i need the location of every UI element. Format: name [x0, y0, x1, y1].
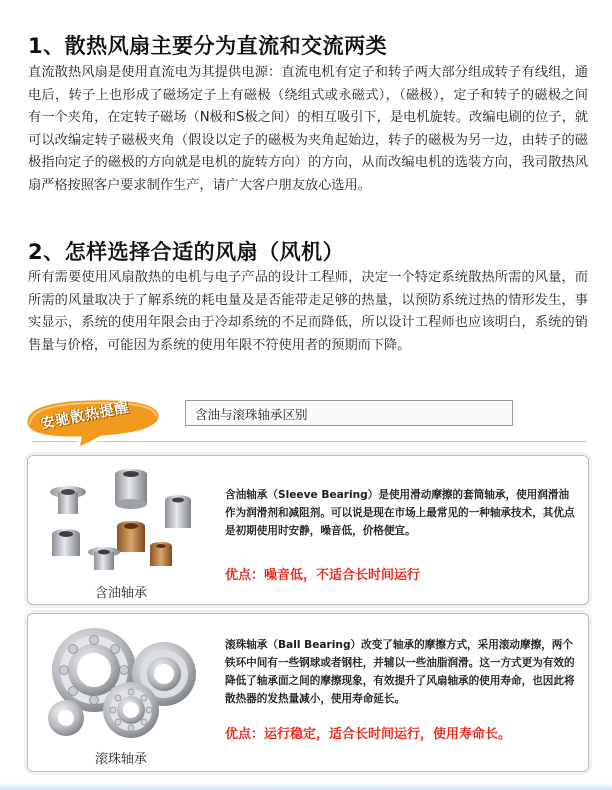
section-1-body: 直流散热风扇是使用直流电为其提供电源：直流电机有定子和转子两大部分组成转子有线组，通电后，转子上也形成了磁场定子上有磁极（绕组式或永磁式），（磁极），定子和转子的磁极之间有一个夹角，在定转子磁场（N极和S极之间）的相互吸引下，是电机旋转。改编电刷的位子，就可以改编定转子磁极夹角（假设以定子的磁极为夹角起始边，转子的磁极为另一边，由转子的磁极指向定子的磁极的方向就是电机的旋转方向）的方向，从而改编电机的选装方向，我司散热风扇严格按照客户要求制作生产，请广大客户朋友放心选用。: [28, 65, 588, 193]
ball-bearing-card: [27, 613, 589, 772]
sleeve-bearing-photo-icon: [36, 464, 206, 579]
comparison-header: [185, 400, 513, 426]
sleeve-bearing-caption: 含油轴承: [94, 586, 147, 601]
ball-bearing-caption: 滚珠轴承: [94, 752, 147, 767]
tip-badge-label: 安驰散热提醒: [39, 399, 131, 433]
bottom-strip: [0, 783, 612, 790]
ball-bearing-photo-icon: [36, 622, 206, 744]
section-2-body: 所有需要使用风扇散热的电机与电子产品的设计工程师，决定一个特定系统散热所需的风量，而所需的风量取决于了解系统的耗电量及是否能带走足够的热量，以预防系统过热的情形发生，事实显示，系统的使用年限会由于冷却系统的不足而降低，所以设计工程师也应该明白，系统的销售量与价格，可能因为系统的使用年限不符使用者的预期而下降。: [28, 270, 588, 353]
sleeve-bearing-description: 含油轴承（Sleeve Bearing）是使用滑动摩擦的套筒轴承，使用润滑油作为润滑剂和减阻剂。可以说是现在市场上最常见的一种轴承技术，其优点是初期使用时安静，噪音低，价格便宜。: [225, 489, 575, 537]
sleeve-bearing-advantage: 优点：噪音低，不适合长时间运行: [225, 568, 421, 583]
sleeve-bearing-card: [27, 455, 589, 605]
ball-bearing-advantage: 优点：运行稳定，适合长时间运行，使用寿命长。: [225, 727, 512, 742]
tip-badge: [18, 393, 168, 445]
section-2-title: 2、怎样选择合适的风扇（风机）: [28, 240, 345, 264]
comparison-header-label: 含油与滚珠轴承区别: [195, 407, 308, 422]
section-1-title: 1、散热风扇主要分为直流和交流两类: [28, 34, 388, 58]
ball-bearing-description: 滚珠轴承（Ball Bearing）改变了轴承的摩擦方式，采用滚动摩擦，两个铁环中间有一些钢球或者钢柱，并辅以一些油脂润滑。这一方式更为有效的降低了轴承面之间的摩擦现象，有效提升了风扇轴承的使用寿命，也因此将散热器的发热量减小，使用寿命延长。: [225, 639, 575, 705]
